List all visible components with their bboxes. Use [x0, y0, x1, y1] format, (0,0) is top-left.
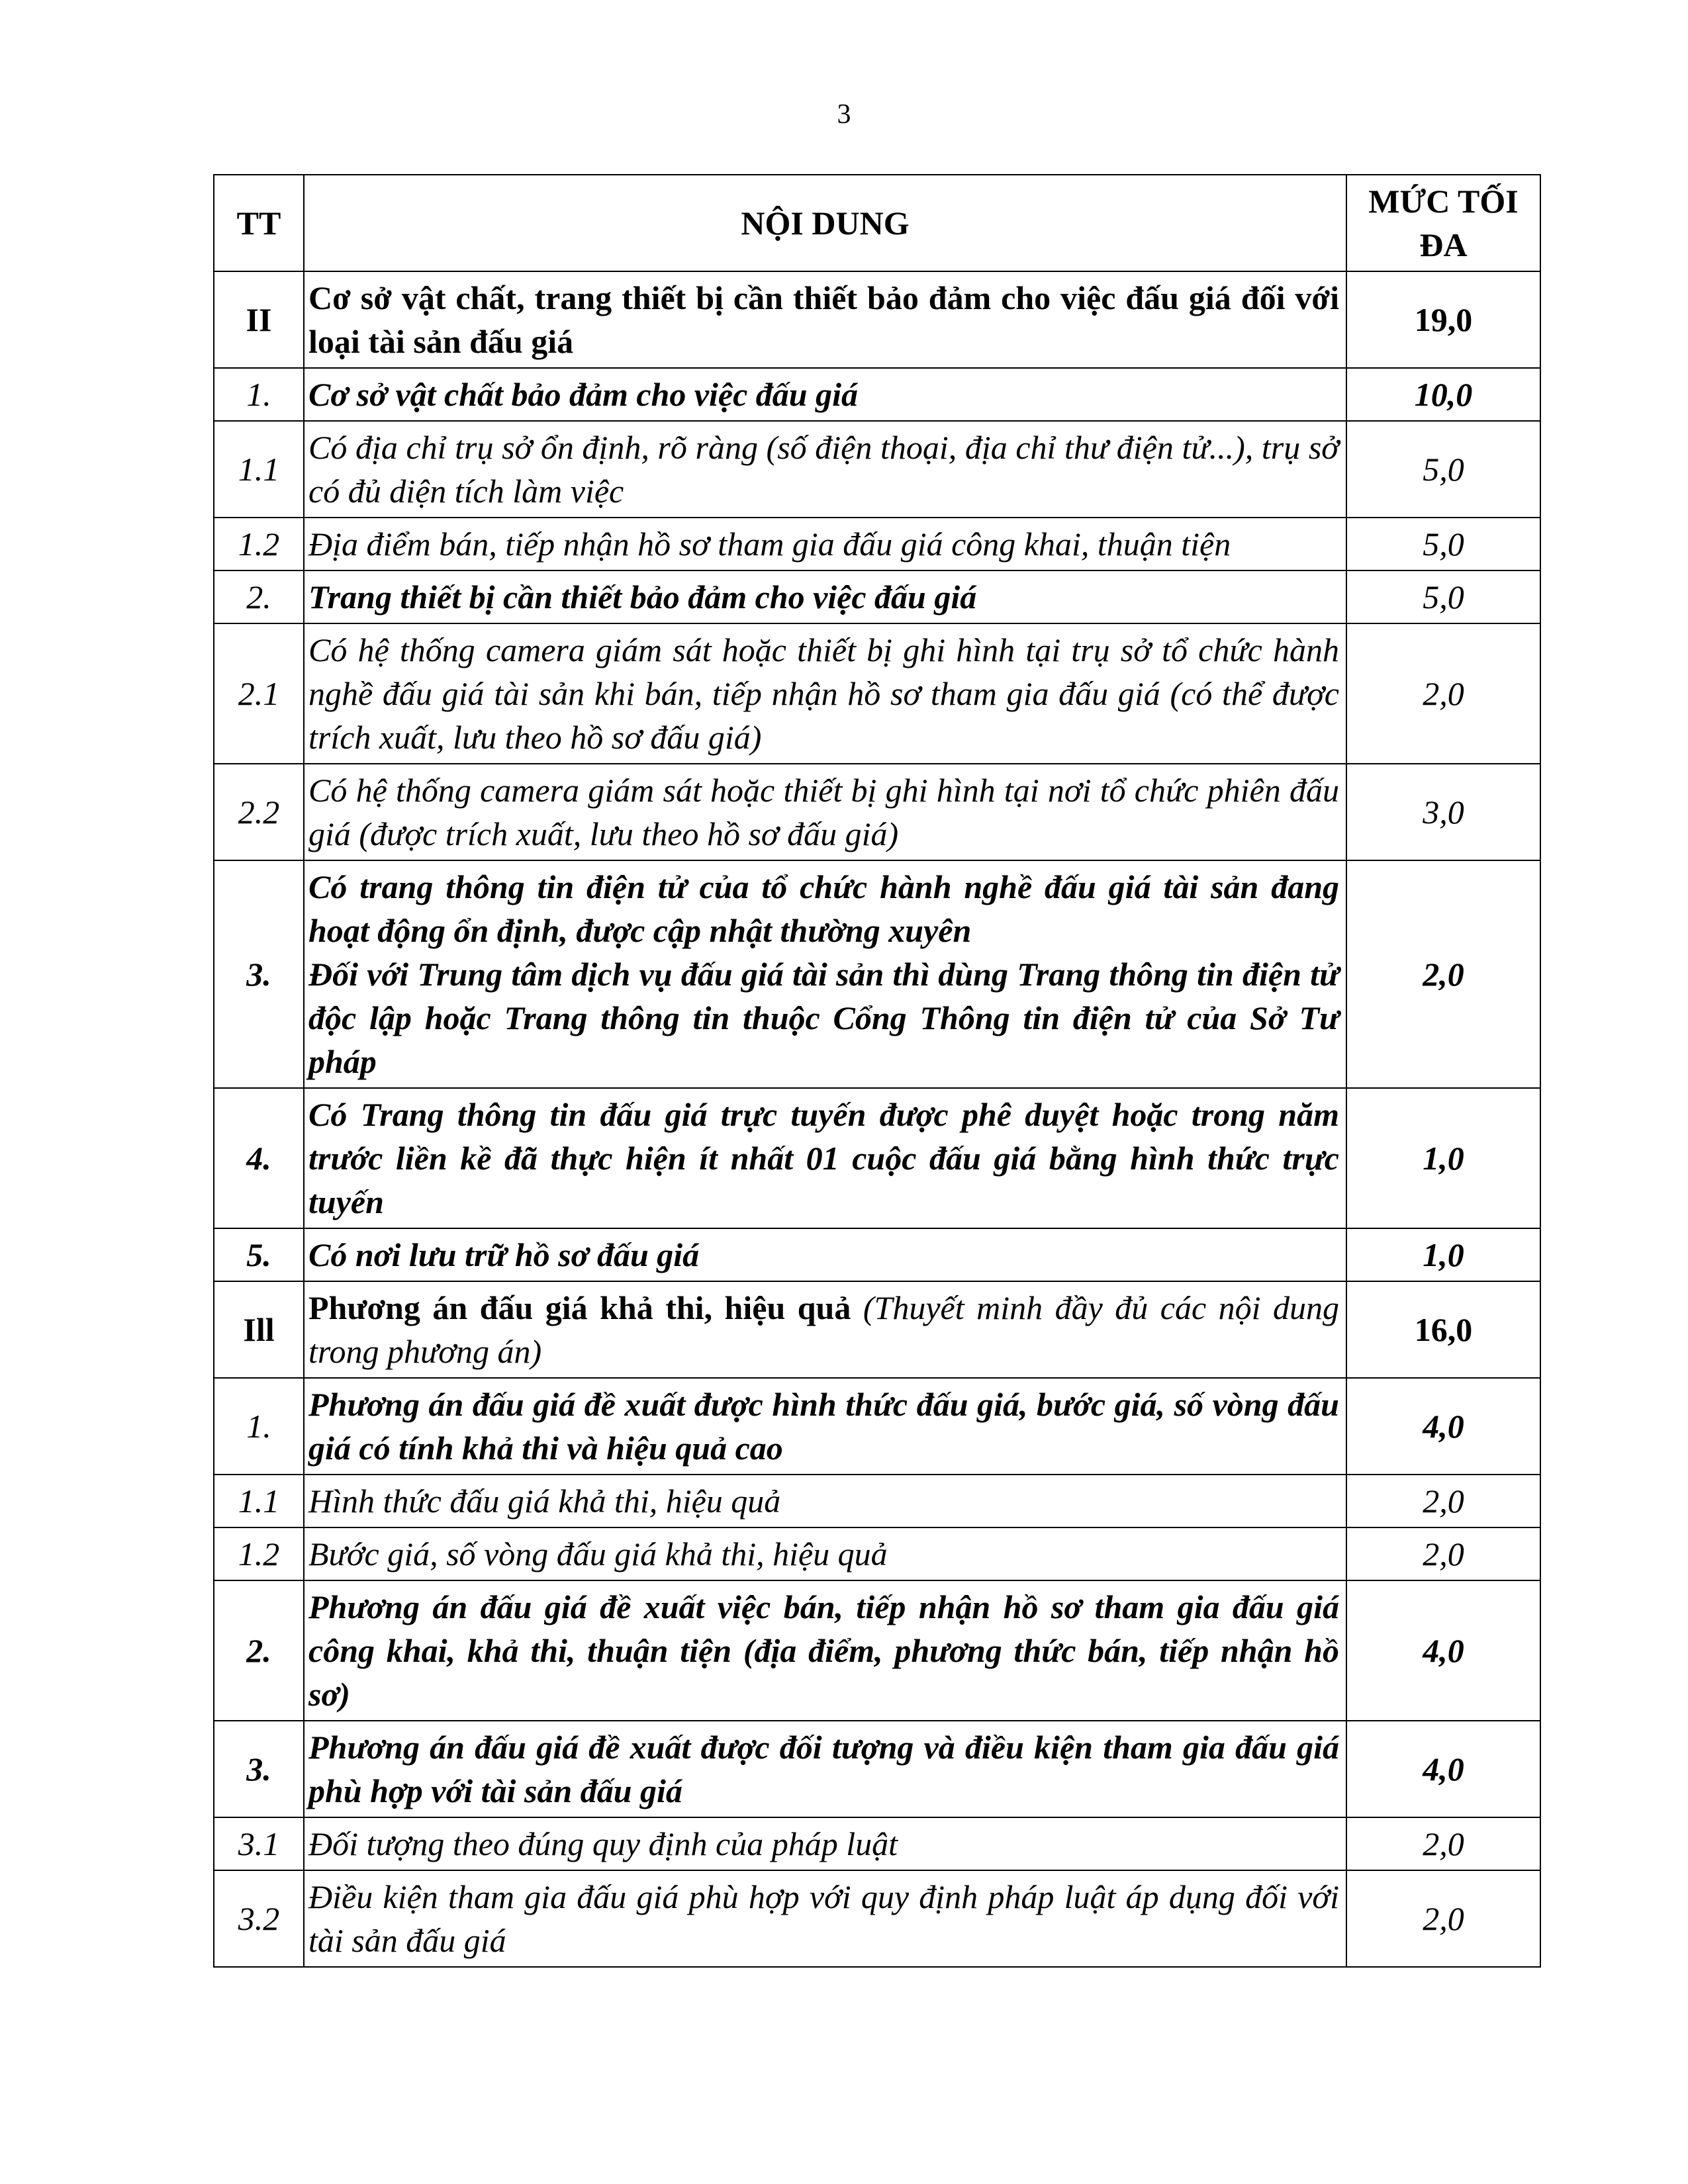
table-row [214, 518, 1540, 570]
row-max-score: 16,0 [1346, 1281, 1540, 1378]
header-content: NỘI DUNG [304, 175, 1346, 271]
table-row [214, 1475, 1540, 1527]
row-tt: 3.1 [214, 1817, 304, 1870]
row-max-score: 5,0 [1346, 518, 1540, 570]
table-row [214, 1870, 1540, 1967]
row-content: Có hệ thống camera giám sát hoặc thiết bị ghi hình tại nơi tổ chức phiên đấu giá (được trích xuất, lưu theo hồ sơ đấu giá) [304, 764, 1346, 860]
table-row [214, 1817, 1540, 1870]
table-row [214, 764, 1540, 860]
row-max-score: 4,0 [1346, 1378, 1540, 1475]
row-max-score: 2,0 [1346, 1870, 1540, 1967]
row-max-score: 2,0 [1346, 1475, 1540, 1527]
row-content: Có hệ thống camera giám sát hoặc thiết bị ghi hình tại trụ sở tổ chức hành nghề đấu giá tài sản khi bán, tiếp nhận hồ sơ tham gia đấu giá (có thể được trích xuất, lưu theo hồ sơ đấu giá) [304, 623, 1346, 764]
row-content: Có địa chỉ trụ sở ổn định, rõ ràng (số điện thoại, địa chỉ thư điện tử...), trụ sở có đủ diện tích làm việc [304, 421, 1346, 518]
row-max-score: 1,0 [1346, 1228, 1540, 1281]
row-content: Địa điểm bán, tiếp nhận hồ sơ tham gia đấu giá công khai, thuận tiện [304, 518, 1346, 570]
row-max-score: 2,0 [1346, 860, 1540, 1088]
row-content: Có Trang thông tin đấu giá trực tuyến được phê duyệt hoặc trong năm trước liền kề đã thực hiện ít nhất 01 cuộc đấu giá bằng hình thức trực tuyến [304, 1088, 1346, 1228]
row-max-score: 5,0 [1346, 570, 1540, 623]
row-content-block [304, 860, 1346, 1088]
row-tt: 3.2 [214, 1870, 304, 1967]
table-row [214, 1527, 1540, 1580]
row-content: Cơ sở vật chất bảo đảm cho việc đấu giá [304, 368, 1346, 421]
row-content: Phương án đấu giá đề xuất được đối tượng và điều kiện tham gia đấu giá phù hợp với tài sản đấu giá [304, 1721, 1346, 1817]
row-content: Điều kiện tham gia đấu giá phù hợp với quy định pháp luật áp dụng đối với tài sản đấu giá [304, 1870, 1346, 1967]
table-row [214, 570, 1540, 623]
table-row [214, 271, 1540, 368]
table-row [214, 1088, 1540, 1228]
table-row [214, 368, 1540, 421]
table-row [214, 1580, 1540, 1721]
row-tt: 3. [214, 860, 304, 1088]
row-max-score: 10,0 [1346, 368, 1540, 421]
row-max-score: 4,0 [1346, 1580, 1540, 1721]
row-content: Phương án đấu giá đề xuất việc bán, tiếp nhận hồ sơ tham gia đấu giá công khai, khả thi, thuận tiện (địa điểm, phương thức bán, tiếp nhận hồ sơ) [304, 1580, 1346, 1721]
row-tt: 1. [214, 368, 304, 421]
row-content-note: Đối với Trung tâm dịch vụ đấu giá tài sản thì dùng Trang thông tin điện tử độc lập hoặc Trang thông tin thuộc Cổng Thông tin điện tử của Sở Tư pháp [308, 956, 1339, 1080]
row-content-block [304, 1281, 1346, 1378]
row-tt: 1. [214, 1378, 304, 1475]
row-tt: 1.1 [214, 421, 304, 518]
row-tt: 2.2 [214, 764, 304, 860]
row-tt: 3. [214, 1721, 304, 1817]
row-tt: 1.2 [214, 1527, 304, 1580]
row-content-note: (Thuyết minh đầy đủ các nội dung trong phương án) [308, 1289, 1340, 1370]
row-content: Trang thiết bị cần thiết bảo đảm cho việc đấu giá [304, 570, 1346, 623]
table-header-row [214, 175, 1540, 271]
row-tt: 1.1 [214, 1475, 304, 1527]
row-content: Phương án đấu giá khả thi, hiệu quả [308, 1289, 851, 1326]
row-content: Hình thức đấu giá khả thi, hiệu quả [304, 1475, 1346, 1527]
row-tt: 5. [214, 1228, 304, 1281]
row-tt: 2. [214, 570, 304, 623]
row-content: Phương án đấu giá đề xuất được hình thức đấu giá, bước giá, số vòng đấu giá có tính khả thi và hiệu quả cao [304, 1378, 1346, 1475]
table-row [214, 860, 1540, 1088]
row-max-score: 19,0 [1346, 271, 1540, 368]
table-row [214, 1281, 1540, 1378]
header-max-score: MỨC TỐI ĐA [1346, 175, 1540, 271]
row-content: Bước giá, số vòng đấu giá khả thi, hiệu quả [304, 1527, 1346, 1580]
row-max-score: 2,0 [1346, 1527, 1540, 1580]
table-row [214, 1228, 1540, 1281]
row-content: Có nơi lưu trữ hồ sơ đấu giá [304, 1228, 1346, 1281]
row-tt: 2.1 [214, 623, 304, 764]
row-tt: Ill [214, 1281, 304, 1378]
header-tt: TT [214, 175, 304, 271]
table-row [214, 623, 1540, 764]
scoring-table [213, 174, 1541, 1968]
row-max-score: 2,0 [1346, 623, 1540, 764]
table-row [214, 421, 1540, 518]
table-row [214, 1721, 1540, 1817]
row-content: Đối tượng theo đúng quy định của pháp luật [304, 1817, 1346, 1870]
row-max-score: 5,0 [1346, 421, 1540, 518]
row-max-score: 3,0 [1346, 764, 1540, 860]
row-max-score: 2,0 [1346, 1817, 1540, 1870]
row-tt: 4. [214, 1088, 304, 1228]
row-tt: 2. [214, 1580, 304, 1721]
row-content: Có trang thông tin điện tử của tổ chức hành nghề đấu giá tài sản đang hoạt động ổn định, được cập nhật thường xuyên [308, 868, 1339, 949]
page-number: 3 [837, 99, 851, 130]
table-row [214, 1378, 1540, 1475]
row-max-score: 1,0 [1346, 1088, 1540, 1228]
row-tt: II [214, 271, 304, 368]
row-content: Cơ sở vật chất, trang thiết bị cần thiết bảo đảm cho việc đấu giá đối với loại tài sản đấu giá [304, 271, 1346, 368]
row-tt: 1.2 [214, 518, 304, 570]
row-max-score: 4,0 [1346, 1721, 1540, 1817]
